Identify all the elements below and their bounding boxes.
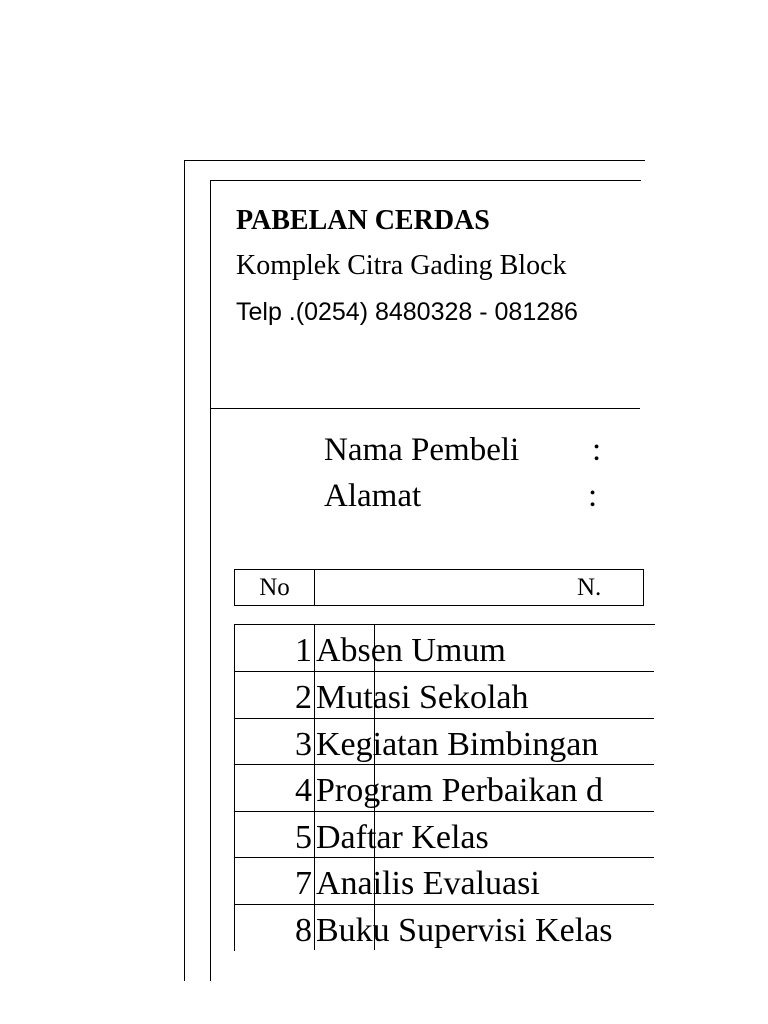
row-number: 3 <box>295 726 312 763</box>
row-item-name: Mutasi Sekolah <box>316 679 529 716</box>
row-number: 5 <box>295 819 312 856</box>
row-item-name: Daftar Kelas <box>316 819 489 856</box>
row-number: 2 <box>295 679 312 716</box>
buyer-name-colon: : <box>592 432 602 468</box>
column-header-nama: N. <box>314 569 644 606</box>
row-item-name: Anailis Evaluasi <box>316 865 540 902</box>
company-name: PABELAN CERDAS <box>236 205 490 236</box>
company-address: Komplek Citra Gading Block <box>236 250 567 281</box>
address-colon: : <box>588 478 598 514</box>
column-header-no: No <box>234 569 315 606</box>
row-number: 4 <box>295 772 312 809</box>
company-phone: Telp .(0254) 8480328 - 081286 <box>236 298 578 326</box>
table-column-divider <box>314 624 315 950</box>
buyer-name-label: Nama Pembeli <box>324 432 520 468</box>
row-number: 7 <box>295 865 312 902</box>
row-item-name: Program Perbaikan d <box>316 772 604 809</box>
row-number: 1 <box>295 632 312 669</box>
row-item-name: Absen Umum <box>316 632 506 669</box>
row-item-name: Kegiatan Bimbingan <box>316 726 599 763</box>
address-label: Alamat <box>324 478 422 514</box>
row-number: 8 <box>295 912 312 949</box>
header-divider <box>210 408 640 409</box>
row-item-name: Buku Supervisi Kelas <box>316 912 613 949</box>
